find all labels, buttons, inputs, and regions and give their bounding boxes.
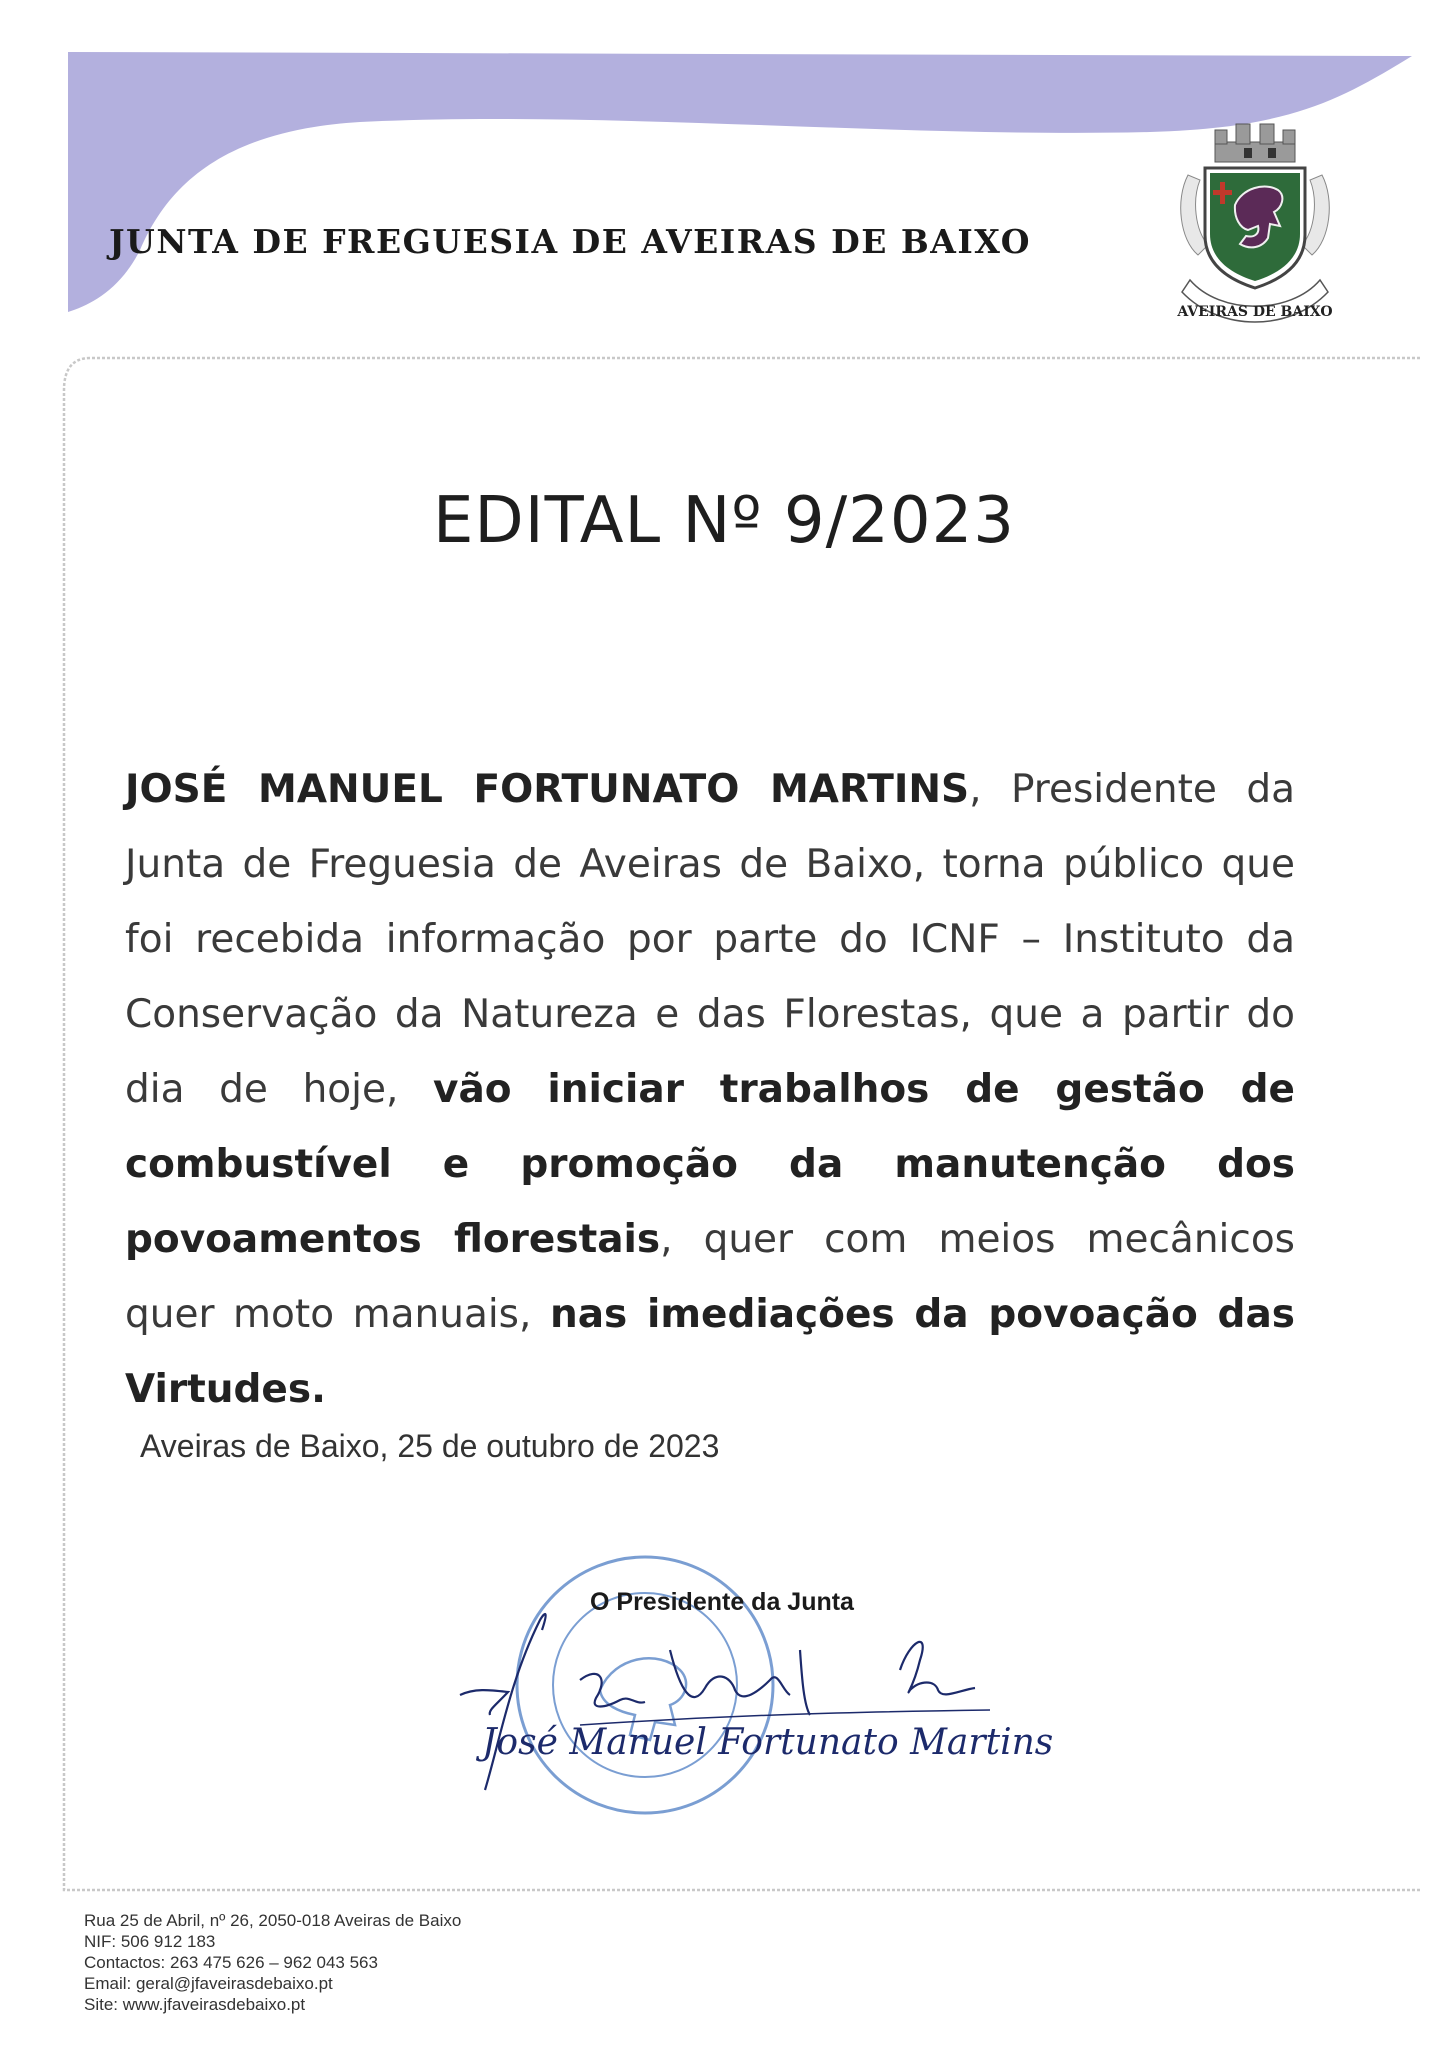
emblem-motto-text: AVEIRAS DE BAIXO — [1177, 304, 1333, 320]
signatory-printed-name: José Manuel Fortunato Martins — [482, 1722, 1054, 1763]
paragraph-text-2: , quer com meios mecânicos quer moto manuais, — [125, 1217, 1295, 1337]
footer-contacts-phone: Contactos: 263 475 626 – 962 043 563 — [84, 1953, 378, 1972]
coat-of-arms-emblem — [1170, 120, 1340, 345]
president-name: JOSÉ MANUEL FORTUNATO MARTINS — [125, 767, 970, 812]
document-title: EDITAL Nº 9/2023 — [432, 484, 1016, 558]
date-line: Aveiras de Baixo, 25 de outubro de 2023 — [140, 1428, 720, 1464]
paragraph-bold-2: vão iniciar trabalhos de gestão de combustível e promoção da manutenção dos povoamentos florestais — [125, 1067, 1295, 1262]
header-title: JUNTA DE FREGUESIA DE AVEIRAS DE BAIXO — [108, 222, 1032, 261]
footer-address: Rua 25 de Abril, nº 26, 2050-018 Aveiras de Baixo — [84, 1911, 462, 1930]
announcement-paragraph — [125, 752, 1295, 1427]
footer-email: Email: geral@jfaveirasdebaixo.pt — [84, 1974, 333, 1993]
footer-nif: NIF: 506 912 183 — [84, 1932, 216, 1951]
signatory-role: O Presidente da Junta — [590, 1588, 854, 1616]
paragraph-bold-3: nas imediações da povoação das Virtudes. — [125, 1292, 1295, 1412]
footer-contacts — [84, 1910, 461, 2015]
signature-and-stamp — [430, 1540, 1030, 1840]
footer-site: Site: www.jfaveirasdebaixo.pt — [84, 1995, 306, 2014]
paragraph-text-1: , Presidente da Junta de Freguesia de Aveiras de Baixo, torna público que foi recebida informação por parte do ICNF – Instituto da Conservação da Natureza e das Florestas, que a partir do dia de hoje, — [125, 767, 1295, 1112]
